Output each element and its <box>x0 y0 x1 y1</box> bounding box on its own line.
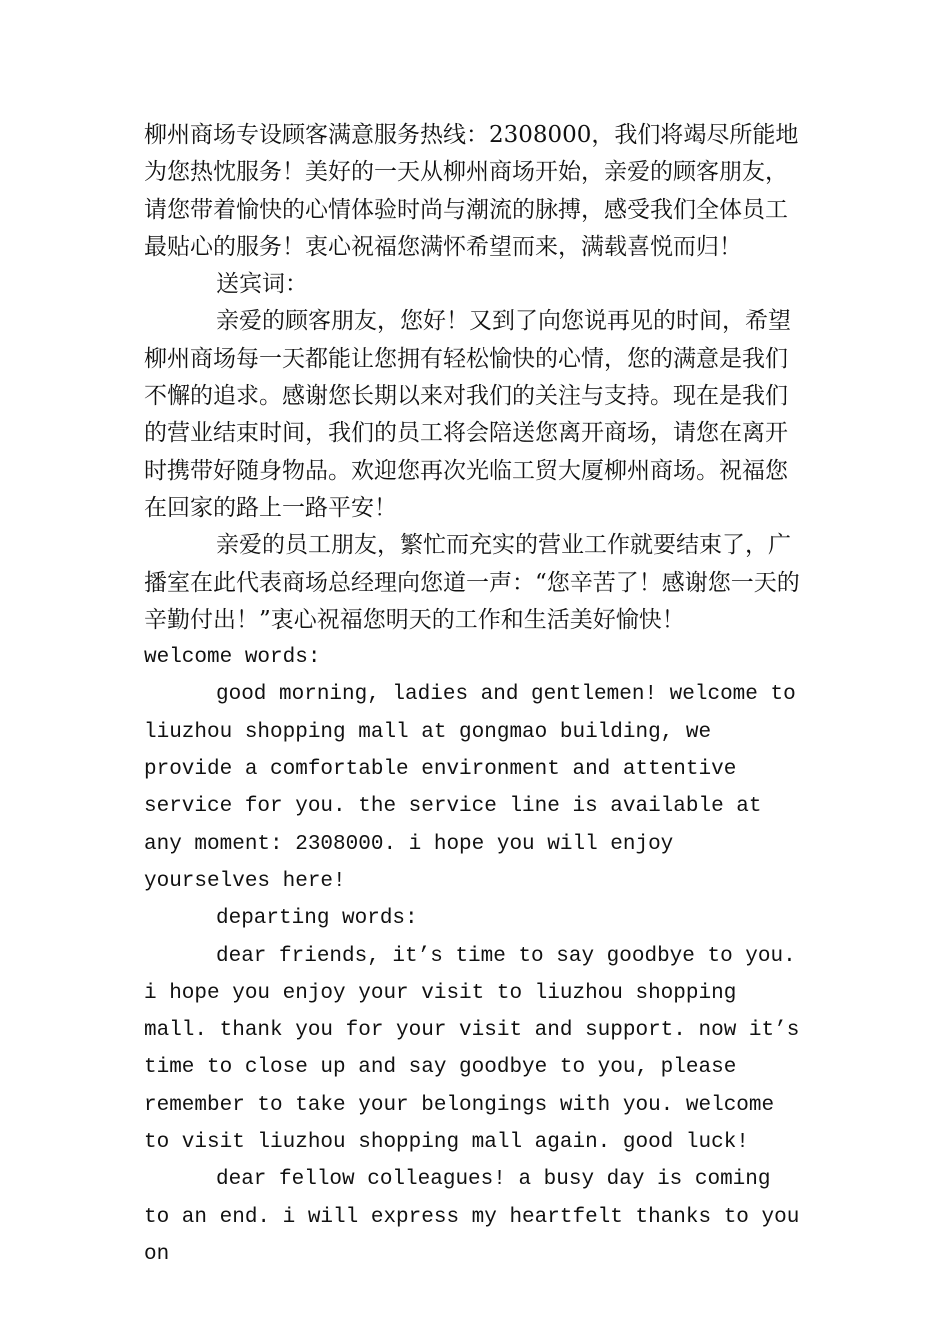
heading-departing-words-en: departing words: <box>216 907 418 931</box>
paragraph-farewell-customers-cn: 亲爱的顾客朋友，您好！又到了向您说再见的时间，希望柳州商场每一天都能让您拥有轻松愉快的心情，您的满意是我们不懈的追求。感谢您长期以来对我们的关注与支持。现在是我们的营业结束时间，我们的员工将会陪送您离开商场，请您在离开时携带好随身物品。欢迎您再次光临工贸大厦柳州商场。祝福您在回家的路上一路平安！ <box>144 308 791 521</box>
heading-welcome-words-en: welcome words: <box>144 646 321 670</box>
paragraph-hotline: 柳州商场专设顾客满意服务热线：2308000，我们将竭尽所能地为您热忱服务！美好的一天从柳州商场开始，亲爱的顾客朋友，请您带着愉快的心情体验时尚与潮流的脉搏，感受我们全体员工最贴心的服务！衷心祝福您满怀希望而来，满载喜悦而归！ <box>144 122 799 260</box>
paragraph-colleagues-en: dear fellow colleagues! a busy day is coming to an end. i will express my heartfelt thanks to you on <box>144 1168 800 1266</box>
paragraph-farewell-staff-cn: 亲爱的员工朋友，繁忙而充实的营业工作就要结束了，广播室在此代表商场总经理向您道一声：“您辛苦了！感谢您一天的辛勤付出！”衷心祝福您明天的工作和生活美好愉快！ <box>144 532 800 633</box>
paragraph-departing-en: dear friends, it’s time to say goodbye to you. i hope you enjoy your visit to liuzhou shopping mall. thank you for your visit and support. now it’s time to close up and say goodbye to you, please remember to take your belongings with you. welcome to visit liuzhou shopping mall again. good luck! <box>144 944 800 1155</box>
document-body <box>144 117 806 1273</box>
heading-farewell-words-cn: 送宾词： <box>216 271 308 298</box>
paragraph-welcome-en: good morning, ladies and gentlemen! welcome to liuzhou shopping mall at gongmao building, we provide a comfortable environment and attentive service for you. the service line is available at any moment: 2308000. i hope you will enjoy yourselves here! <box>144 683 796 893</box>
